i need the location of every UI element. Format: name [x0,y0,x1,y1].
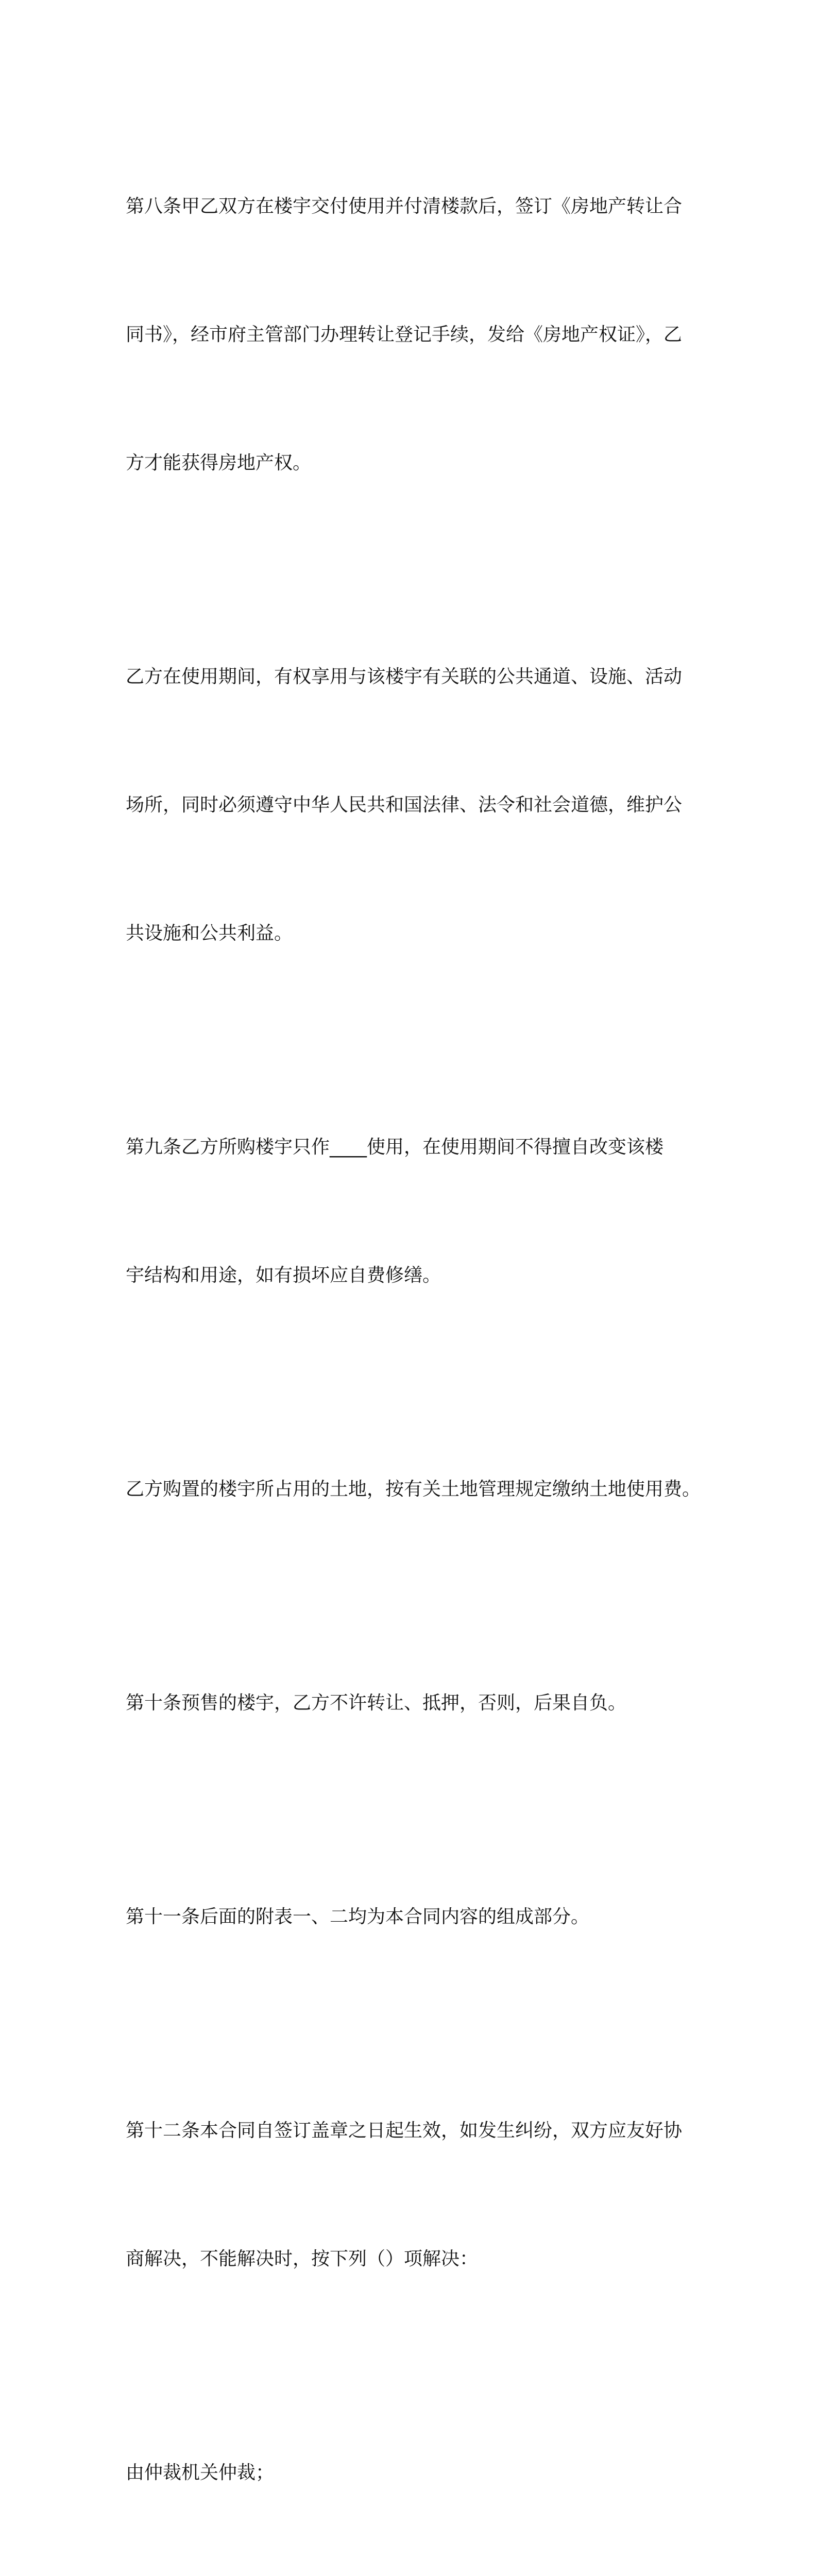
clause-12 [126,2024,713,2366]
text-line: 宇结构和用途，如有损坏应自费修缮。 [126,1265,441,1286]
text-line: 同书》，经市府主管部门办理转让登记手续，发给《房地产权证》，乙 [126,324,683,345]
text-line: 乙方在使用期间，有权享用与该楼宇有关联的公共通道、设施、活动 [126,666,683,687]
text-line: 乙方购置的楼宇所占用的土地，按有关土地管理规定缴纳土地使用费。 [126,1479,701,1500]
text-line: 第九条乙方所购楼宇只作____使用，在使用期间不得擅自改变该楼 [126,1137,664,1158]
clause-9 [126,1040,713,1382]
text-line: 方才能获得房地产权。 [126,452,312,473]
text-line: 第十一条后面的附表一、二均为本合同内容的组成部分。 [126,1906,590,1927]
text-line: 由仲裁机关仲裁； [126,2462,275,2483]
clause-8 [126,99,713,570]
usage-rights-paragraph [126,570,713,1040]
text-line: 场所，同时必须遵守中华人民共和国法律、法令和社会道德，维护公 [126,794,683,816]
contract-document [126,99,713,2576]
text-line: 第十条预售的楼宇，乙方不许转让、抵押，否则，后果自负。 [126,1692,627,1714]
text-line: 第十二条本合同自签订盖章之日起生效，如发生纠纷，双方应友好协 [126,2120,683,2141]
land-fee-paragraph [126,1382,713,1596]
clause-11 [126,1810,713,2024]
arbitration-option [126,2366,713,2576]
text-line: 共设施和公共利益。 [126,923,293,944]
text-line: 第八条甲乙双方在楼宇交付使用并付清楼款后，签订《房地产转让合 [126,196,683,217]
text-line: 商解决，不能解决时，按下列（）项解决： [126,2248,479,2269]
clause-10 [126,1596,713,1810]
